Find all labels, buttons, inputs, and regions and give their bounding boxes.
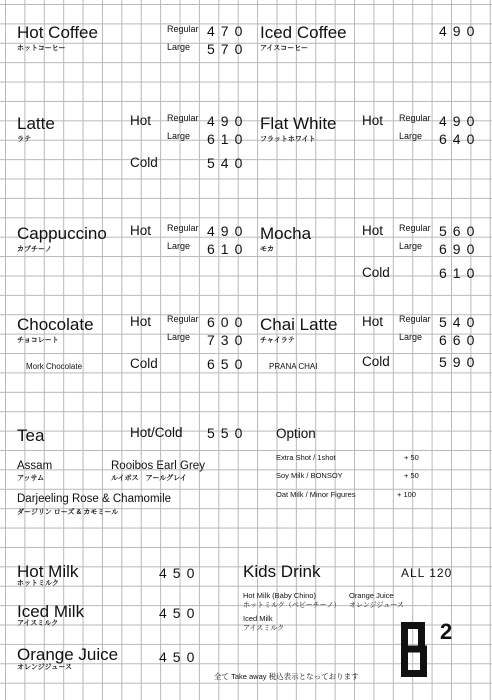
mocha-price-regular: 560	[439, 223, 481, 239]
option-item-extra-shot: Extra Shot / 1shot	[276, 453, 336, 462]
hot-milk-name: Hot Milk	[17, 562, 79, 581]
b2-logo-mark	[400, 621, 438, 678]
chocolate-jp: チョコレート	[17, 337, 59, 344]
option-price-oat-milk: + 100	[397, 490, 416, 499]
tea-assam-jp: アッサム	[17, 475, 45, 482]
iced-milk-name: Iced Milk	[17, 602, 85, 621]
iced-milk-jp: アイスミルク	[17, 620, 59, 627]
hot-milk-price: 450	[159, 565, 201, 581]
flat-white-regular-label: Regular	[399, 113, 431, 123]
kids-item-hot-milk: Hot Milk (Baby Chino)	[243, 591, 316, 600]
tea-rooibos: Rooibos Earl Grey	[111, 460, 205, 472]
iced-milk-price: 450	[159, 605, 201, 621]
kids-item-orange-juice-jp: オレンジジュース	[349, 602, 404, 609]
kids-drink-title: Kids Drink	[243, 562, 321, 581]
cappuccino-hot-label: Hot	[130, 223, 152, 238]
kids-item-iced-milk: Iced Milk	[243, 614, 273, 623]
chai-latte-large-label: Large	[399, 332, 423, 342]
latte-hot-label: Hot	[130, 113, 152, 128]
mocha-regular-label: Regular	[399, 223, 431, 233]
chocolate-hot-label: Hot	[130, 314, 152, 329]
kids-item-iced-milk-jp: アイスミルク	[243, 625, 285, 632]
iced-coffee-name: Iced Coffee	[260, 23, 347, 42]
cappuccino-name: Cappuccino	[17, 224, 107, 243]
orange-juice-jp: オレンジジュース	[17, 664, 72, 671]
b2-logo-exponent: 2	[440, 619, 453, 644]
latte-price-large: 610	[207, 131, 249, 147]
tea-rooibos-jp: ルイボス アールグレイ	[111, 475, 187, 482]
orange-juice-price: 450	[159, 649, 201, 665]
chocolate-cold-label: Cold	[130, 356, 158, 371]
mocha-price-cold: 610	[439, 265, 481, 281]
iced-coffee-jp: アイスコーヒー	[260, 45, 309, 52]
tea-darjeeling-jp: ダージリン ローズ & カモミール	[17, 509, 119, 516]
option-item-soy-milk: Soy Milk / BONSOY	[276, 471, 343, 480]
chocolate-price-cold: 650	[207, 356, 249, 372]
latte-jp: ラテ	[17, 136, 31, 143]
chai-latte-hot-label: Hot	[362, 314, 384, 329]
option-item-oat-milk: Oat Milk / Minor Figures	[276, 490, 356, 499]
tea-price: 550	[207, 425, 249, 441]
cappuccino-price-regular: 490	[207, 223, 249, 239]
chocolate-large-label: Large	[167, 332, 191, 342]
kids-drink-all-price: ALL 120	[401, 566, 453, 580]
orange-juice-name: Orange Juice	[17, 645, 119, 664]
latte-cold-label: Cold	[130, 155, 158, 170]
cappuccino-price-large: 610	[207, 241, 249, 257]
hot-coffee-price-large: 570	[207, 41, 249, 57]
chocolate-regular-label: Regular	[167, 314, 199, 324]
chai-latte-price-large: 660	[439, 332, 481, 348]
chocolate-note: Mork Chocolate	[26, 362, 83, 371]
flat-white-name: Flat White	[260, 114, 337, 133]
hot-coffee-price-regular: 470	[207, 23, 249, 39]
hot-milk-jp: ホットミルク	[17, 580, 59, 587]
latte-large-label: Large	[167, 131, 191, 141]
chocolate-name: Chocolate	[17, 315, 94, 334]
mocha-name: Mocha	[260, 224, 312, 243]
latte-price-regular: 490	[207, 113, 249, 129]
mocha-cold-label: Cold	[362, 265, 390, 280]
mocha-large-label: Large	[399, 241, 423, 251]
latte-name: Latte	[17, 114, 55, 133]
b2-logo	[400, 621, 438, 678]
flat-white-hot-label: Hot	[362, 113, 384, 128]
chai-latte-note: PRANA CHAI	[269, 362, 318, 371]
hot-coffee-name: Hot Coffee	[17, 23, 98, 42]
tea-name: Tea	[17, 426, 45, 445]
cappuccino-regular-label: Regular	[167, 223, 199, 233]
kids-item-hot-milk-jp: ホットミルク（ベビーチーノ）	[243, 602, 341, 609]
tea-hotcold-label: Hot/Cold	[130, 425, 183, 440]
hot-coffee-jp: ホットコーヒー	[17, 45, 66, 52]
flat-white-price-regular: 490	[439, 113, 481, 129]
option-price-soy-milk: + 50	[404, 471, 419, 480]
chai-latte-jp: チャイラテ	[260, 337, 295, 344]
tea-assam: Assam	[17, 460, 53, 472]
mocha-price-large: 690	[439, 241, 481, 257]
chai-latte-cold-label: Cold	[362, 354, 390, 369]
option-title: Option	[276, 426, 316, 441]
chocolate-price-large: 730	[207, 332, 249, 348]
hot-coffee-large-label: Large	[167, 42, 191, 52]
tea-darjeeling: Darjeeling Rose & Chamomile	[17, 493, 172, 505]
cappuccino-large-label: Large	[167, 241, 191, 251]
footer-note: 全て Take away 税込表示となっております	[214, 672, 359, 681]
latte-regular-label: Regular	[167, 113, 199, 123]
chai-latte-name: Chai Latte	[260, 315, 338, 334]
flat-white-large-label: Large	[399, 131, 423, 141]
flat-white-price-large: 640	[439, 131, 481, 147]
chai-latte-price-regular: 540	[439, 314, 481, 330]
chai-latte-regular-label: Regular	[399, 314, 431, 324]
iced-coffee-price: 490	[439, 23, 481, 39]
option-price-extra-shot: + 50	[404, 453, 419, 462]
mocha-hot-label: Hot	[362, 223, 384, 238]
latte-price-cold: 540	[207, 155, 249, 171]
mocha-jp: モカ	[260, 246, 274, 253]
flat-white-jp: フラットホワイト	[260, 136, 316, 143]
hot-coffee-regular-label: Regular	[167, 24, 199, 34]
chai-latte-price-cold: 590	[439, 354, 481, 370]
kids-item-orange-juice: Orange Juice	[349, 591, 394, 600]
chocolate-price-regular: 600	[207, 314, 249, 330]
cappuccino-jp: カプチーノ	[17, 246, 52, 253]
